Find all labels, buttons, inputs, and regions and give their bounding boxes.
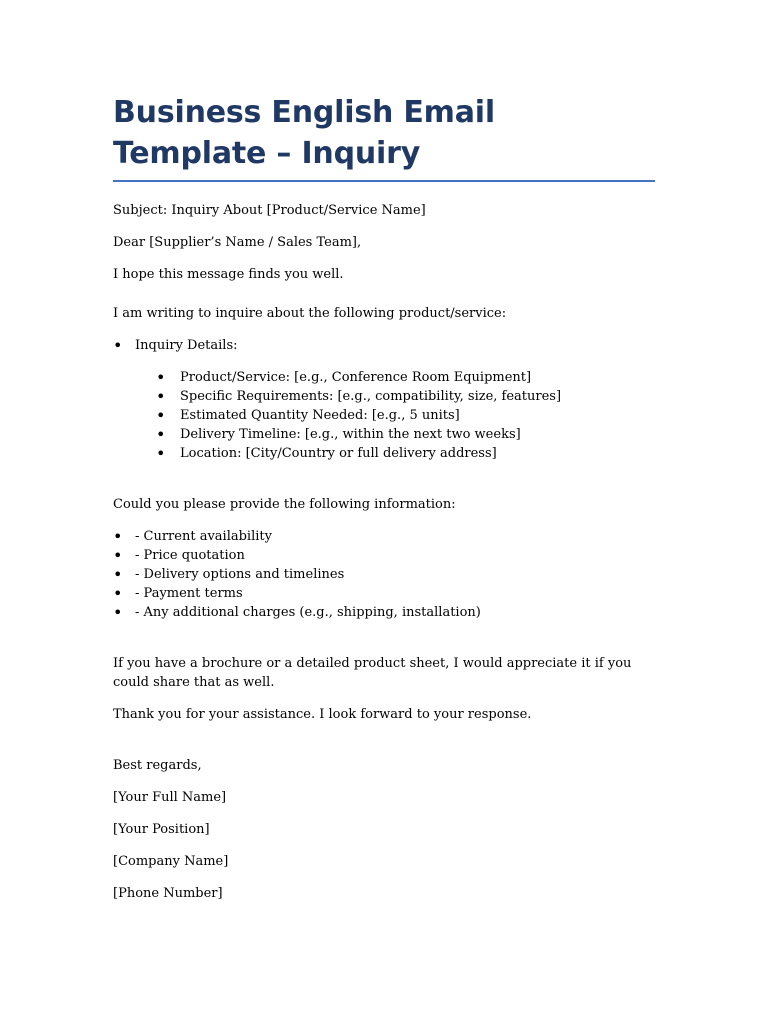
bullet-icon: • <box>156 406 166 425</box>
brochure-paragraph: If you have a brochure or a detailed product sheet, I would appreciate it if you could share that as well. <box>113 656 632 690</box>
request-item-text: - Any additional charges (e.g., shipping, installation) <box>135 605 481 620</box>
request-item-text: - Current availability <box>135 529 272 544</box>
bullet-icon: • <box>113 603 123 622</box>
inquiry-detail-text: Specific Requirements: [e.g., compatibility, size, features] <box>180 389 562 404</box>
thanks-line: Thank you for your assistance. I look forward to your response. <box>113 707 532 722</box>
bullet-icon: • <box>113 527 123 546</box>
inquiry-detail-text: Product/Service: [e.g., Conference Room Equipment] <box>180 370 532 385</box>
list-item <box>113 336 655 463</box>
bullet-icon: • <box>156 387 166 406</box>
request-item-text: - Delivery options and timelines <box>135 567 345 582</box>
bullet-icon: • <box>113 546 123 565</box>
request-item-text: - Payment terms <box>135 586 243 601</box>
list-item <box>135 387 655 406</box>
bullet-icon: • <box>156 368 166 387</box>
document-title: Business English Email Template – Inquiry <box>113 92 655 182</box>
request-item-text: - Price quotation <box>135 548 245 563</box>
closing-line: Best regards, <box>113 758 202 773</box>
list-item <box>135 368 655 387</box>
bullet-icon: • <box>113 565 123 584</box>
bullet-icon: • <box>156 444 166 463</box>
bullet-icon: • <box>156 425 166 444</box>
list-item <box>113 603 655 622</box>
list-item <box>113 584 655 603</box>
signature-phone: [Phone Number] <box>113 886 223 901</box>
document-page <box>113 92 655 903</box>
signature-name: [Your Full Name] <box>113 790 227 805</box>
inquiry-detail-text: Delivery Timeline: [e.g., within the next two weeks] <box>180 427 521 442</box>
inquiry-detail-text: Estimated Quantity Needed: [e.g., 5 units] <box>180 408 460 423</box>
request-intro: Could you please provide the following information: <box>113 497 456 512</box>
intro-line: I am writing to inquire about the following product/service: <box>113 306 507 321</box>
list-item <box>135 444 655 463</box>
inquiry-detail-text: Location: [City/Country or full delivery address] <box>180 446 497 461</box>
list-item <box>113 527 655 546</box>
subject-line: Subject: Inquiry About [Product/Service Name] <box>113 203 426 218</box>
list-item <box>135 406 655 425</box>
opening-line: I hope this message finds you well. <box>113 267 344 282</box>
signature-company: [Company Name] <box>113 854 229 869</box>
bullet-icon: • <box>113 584 123 603</box>
request-list <box>113 527 655 622</box>
list-item <box>135 425 655 444</box>
greeting: Dear [Supplier’s Name / Sales Team], <box>113 235 362 250</box>
signature-position: [Your Position] <box>113 822 210 837</box>
list-item <box>113 565 655 584</box>
inquiry-list <box>113 336 655 463</box>
inquiry-details-list <box>135 368 655 463</box>
list-item <box>113 546 655 565</box>
bullet-icon: • <box>113 336 123 355</box>
inquiry-heading: Inquiry Details: <box>135 338 238 353</box>
